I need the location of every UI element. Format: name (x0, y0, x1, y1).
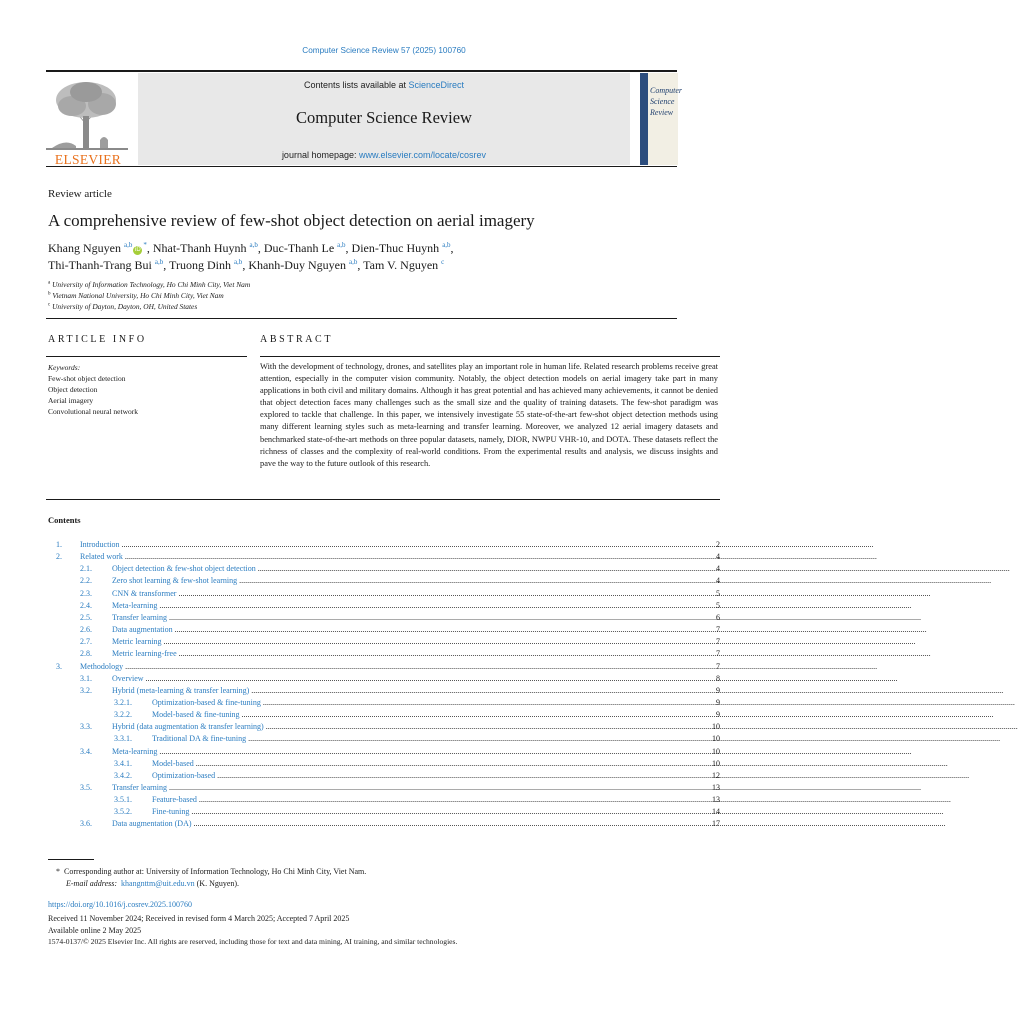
keyword: Aerial imagery (48, 396, 94, 405)
toc-entry-number[interactable]: 2.7. (80, 637, 92, 647)
toc-entry[interactable] (0, 806, 768, 818)
toc-entry-title[interactable]: Model-based ..... (152, 758, 716, 770)
cover-word: Science (650, 97, 675, 106)
toc-entry-number[interactable]: 3.3. (80, 722, 92, 732)
affiliation (48, 290, 250, 301)
author-name: Dien-Thuc Huynh (351, 241, 440, 255)
toc-entry-page: 5 (716, 600, 720, 610)
toc-entry-title[interactable]: Traditional DA & fine-tuning ..... (152, 733, 716, 745)
toc-entry[interactable] (0, 539, 768, 551)
footnote-marker: * (56, 867, 60, 876)
toc-entry-number[interactable]: 3.2. (80, 685, 92, 695)
keyword: Convolutional neural network (48, 407, 138, 416)
abstract-rule (260, 356, 720, 357)
toc-entry-page: 7 (716, 625, 720, 635)
toc-entry-title[interactable]: Meta-learning ..... (112, 600, 716, 612)
toc-entry-number[interactable]: 2.5. (80, 612, 92, 622)
author-name: Khanh-Duy Nguyen (248, 258, 346, 272)
toc-entry-title[interactable]: Data augmentation (DA) ..... (112, 818, 716, 830)
toc-entry-title[interactable]: Zero shot learning & few-shot learning ..... (112, 575, 716, 587)
toc-entry-page: 13 (712, 795, 720, 805)
toc-entry-page: 10 (712, 722, 720, 732)
toc-entry-page: 7 (716, 637, 720, 647)
toc-entry-page: 10 (712, 746, 720, 756)
toc-entry-number[interactable]: 2. (56, 552, 62, 562)
toc-entry-number[interactable]: 3.1. (80, 673, 92, 683)
toc-entry[interactable] (0, 818, 768, 830)
journal-title: Computer Science Review (296, 108, 472, 127)
toc-entry-number[interactable]: 2.6. (80, 625, 92, 635)
cover-spine (640, 73, 648, 165)
toc-entry-number[interactable]: 2.4. (80, 600, 92, 610)
toc-entry-number[interactable]: 2.8. (80, 649, 92, 659)
toc-entry-page: 12 (712, 770, 720, 780)
affiliation-key: c (48, 302, 51, 308)
corresponding-marker[interactable]: * (143, 241, 147, 249)
toc-entry-page: 4 (716, 552, 720, 562)
author-affil-link[interactable]: a,b (442, 241, 451, 249)
copyright-line: 1574-0137/© 2025 Elsevier Inc. All rights are reserved, including those for text and data mining, AI training, and similar technologies. (48, 937, 458, 946)
toc-entry-title[interactable]: Introduction ..... (80, 539, 716, 551)
toc-entry-number[interactable]: 3. (56, 661, 62, 671)
toc-entry[interactable] (0, 733, 768, 745)
toc-entry[interactable] (0, 600, 768, 612)
keyword: Few-shot object detection (48, 374, 126, 383)
author-affil-link[interactable]: a,b (249, 241, 258, 249)
contents-heading: Contents (48, 515, 81, 525)
affiliation-text: University of Information Technology, Ho Chi Minh City, Viet Nam (52, 280, 251, 289)
article-info-heading: ARTICLE INFO (48, 334, 147, 345)
keywords-block (48, 362, 138, 417)
author-affil-link[interactable]: a,b (337, 241, 346, 249)
toc-entry-title[interactable]: Hybrid (data augmentation & transfer learning) ..... (112, 721, 716, 733)
author-name: Thi-Thanh-Trang Bui (48, 258, 152, 272)
toc-entry[interactable] (0, 758, 768, 770)
toc-entry[interactable] (0, 697, 768, 709)
toc-entry[interactable] (0, 648, 768, 660)
email-label: E-mail address: (66, 879, 118, 888)
toc-entry-title[interactable]: Transfer learning ..... (112, 782, 716, 794)
toc-entry-title[interactable]: Meta-learning ..... (112, 746, 716, 758)
toc-entry-title[interactable]: Optimization-based & fine-tuning ..... (152, 697, 716, 709)
toc-entry[interactable] (0, 661, 768, 673)
toc-entry-title[interactable]: Metric learning ..... (112, 636, 716, 648)
keywords-label: Keywords: (48, 363, 81, 372)
toc-entry[interactable] (0, 782, 768, 794)
toc-entry-title[interactable]: Metric learning-free ..... (112, 648, 716, 660)
toc-entry[interactable] (0, 563, 768, 575)
toc-entry[interactable] (0, 709, 768, 721)
affiliation-list (48, 279, 250, 312)
author-affil-link[interactable]: a,b (154, 258, 164, 266)
toc-entry-number[interactable]: 3.5.1. (114, 795, 132, 805)
affiliation-text: Vietnam National University, Ho Chi Minh City, Viet Nam (52, 291, 224, 300)
toc-entry-page: 9 (716, 710, 720, 720)
section-divider (46, 318, 677, 319)
author-affil-link[interactable]: a,b (233, 258, 243, 266)
toc-entry-title[interactable]: Overview ..... (112, 673, 716, 685)
affiliation-text: University of Dayton, Dayton, OH, United States (52, 302, 198, 311)
homepage-prefix: journal homepage: (281, 150, 359, 160)
toc-entry-page: 9 (716, 697, 720, 707)
toc-entry-title[interactable]: Feature-based ..... (152, 794, 716, 806)
toc-entry-title[interactable]: Related work ..... (80, 551, 716, 563)
keyword: Object detection (48, 385, 98, 394)
author-affil-link[interactable]: a,b (348, 258, 358, 266)
toc-entry-title[interactable]: CNN & transformer ..... (112, 588, 716, 600)
toc-entry[interactable] (0, 721, 768, 733)
toc-entry-page: 4 (716, 576, 720, 586)
email-suffix: (K. Nguyen). (196, 879, 240, 888)
affiliation-key: a (48, 280, 51, 286)
toc-entry-page: 10 (712, 734, 720, 744)
toc-entry-page: 2 (716, 540, 720, 549)
available-date: Available online 2 May 2025 (48, 926, 142, 935)
author-name: Khang Nguyen (48, 241, 121, 255)
toc-entry-number[interactable]: 3.2.1. (114, 697, 132, 707)
sciencedirect-link[interactable]: ScienceDirect (408, 80, 465, 90)
toc-entry-number[interactable]: 2.2. (80, 576, 92, 586)
toc-entry[interactable] (0, 770, 768, 782)
toc-entry-page: 4 (716, 564, 720, 574)
toc-entry-page: 10 (712, 758, 720, 768)
toc-entry-title[interactable]: Hybrid (meta-learning & transfer learning) ..... (112, 685, 716, 697)
article-info-rule (46, 356, 247, 357)
toc-entry-number[interactable]: 3.5.2. (114, 807, 132, 817)
journal-homepage-line (138, 150, 630, 160)
homepage-link[interactable]: www.elsevier.com/locate/cosrev (359, 150, 487, 160)
toc-entry-number[interactable]: 3.4.2. (114, 770, 132, 780)
toc-entry[interactable] (0, 588, 768, 600)
author-affil-link[interactable]: c (441, 258, 445, 266)
toc-entry-number[interactable]: 2.1. (80, 564, 92, 574)
journal-cover-thumbnail (640, 73, 682, 165)
toc-entry-title[interactable]: Object detection & few-shot object detection ..... (112, 563, 716, 575)
toc-entry-number[interactable]: 3.4. (80, 746, 92, 756)
affiliation-key: b (48, 291, 51, 297)
author-name: Nhat-Thanh Huynh (152, 241, 247, 255)
toc-entry-title[interactable]: Data augmentation ..... (112, 624, 716, 636)
author-list: Khang Nguyen $^{a,b}$iD*, Nhat-Thanh Huynh $^{a,b}$, Duc-Thanh Le $^{a,b}$, Dien-Thuc Huynh $^{a,b}$, Thi-Thanh-Trang Bui $^{a,b}$, Truong Dinh $^{a,b}$, Khanh-Duy Nguyen $^{a,b}$, Tam V. Nguyen $^c$ (48, 241, 454, 272)
received-dates: Received 11 November 2024; Received in revised form 4 March 2025; Accepted 7 April 2025 (48, 914, 350, 923)
toc-entry-page: 5 (716, 588, 720, 598)
author-name: Duc-Thanh Le (263, 241, 335, 255)
contents-available-line (138, 80, 630, 90)
affiliation (48, 301, 250, 312)
toc-entry-page: 7 (716, 661, 720, 671)
toc-entry-title[interactable]: Fine-tuning ..... (152, 806, 716, 818)
contents-prefix: Contents lists available at (303, 80, 409, 90)
toc-entry-page: 9 (716, 685, 720, 695)
toc-entry[interactable] (0, 746, 768, 758)
toc-entry-number[interactable]: 3.5. (80, 783, 92, 792)
toc-entry[interactable] (0, 575, 768, 587)
toc-entry-title[interactable]: Transfer learning ..... (112, 612, 716, 624)
abstract-text: With the development of technology, drones, and satellites play an important role in human life. Related research problems receive great attention, especially in the computer vision community. Notably, the object detection models on aerial imagery take part in many applications in both civil and military domains. Although it has great potential and has achieved many achievements, it cannot be denied that object detection faces many challenges such as the small size and the quality of training datasets. The few-shot paradigm was explored to tackle that challenge. In this paper, we intensively investigate 55 state-of-the-art few-shot object detection methods using many different learning styles such as meta-learning and transfer learning. Moreover, we analyzed 12 aerial imagery datasets and benchmarked state-of-the-art methods on three popular datasets, namely, DIOR, NWPU VHR-10, and DOTA. These datasets reflect the richness of classes and the complexity of real-world conditions. From the experimental results and analysis, we discuss insights and pave the way to the future outlook of this research. (260, 362, 718, 468)
toc-entry[interactable] (0, 673, 768, 685)
toc-entry[interactable] (0, 612, 768, 624)
doi-link[interactable]: https://doi.org/10.1016/j.cosrev.2025.100760 (48, 900, 192, 909)
cover-word: Review (650, 108, 674, 117)
toc-entry[interactable] (0, 794, 768, 806)
author-name: Tam V. Nguyen (363, 258, 439, 272)
toc-entry[interactable] (0, 551, 768, 563)
cover-title (650, 85, 682, 118)
abstract-bottom-rule (46, 499, 720, 500)
toc-entry-number[interactable]: 3.6. (80, 819, 92, 829)
footnote-rule (48, 859, 94, 860)
toc-entry[interactable] (0, 636, 768, 648)
publisher-wordmark: ELSEVIER (54, 152, 122, 167)
article-dates (48, 913, 349, 937)
toc-entry-number[interactable]: 3.3.1. (114, 734, 132, 744)
toc-entry-page: 13 (712, 783, 720, 792)
toc-entry-page: 8 (716, 673, 720, 683)
toc-entry[interactable] (0, 624, 768, 636)
toc-entry-page: 17 (712, 819, 720, 829)
toc-entry-number[interactable]: 2.3. (80, 588, 92, 598)
toc-entry-title[interactable]: Model-based & fine-tuning ..... (152, 709, 716, 721)
cover-word: Computer (650, 86, 682, 95)
orcid-icon[interactable]: iD (135, 247, 141, 253)
author-affil-link[interactable]: a,b (123, 241, 133, 249)
footnote-text: Corresponding author at: University of Information Technology, Ho Chi Minh City, Viet Nam. (64, 867, 367, 876)
journal-reference-link[interactable]: Computer Science Review 57 (2025) 100760 (302, 46, 466, 55)
header-bottom-rule (46, 166, 677, 167)
toc-entry-number[interactable]: 3.4.1. (114, 758, 132, 768)
toc-entry-number[interactable]: 3.2.2. (114, 710, 132, 720)
toc-entry-page: 7 (716, 649, 720, 659)
author-name: Truong Dinh (169, 258, 231, 272)
toc-entry[interactable] (0, 685, 768, 697)
article-title: A comprehensive review of few-shot object detection on aerial imagery (48, 211, 535, 230)
affiliation (48, 279, 250, 290)
corresponding-author-footnote (56, 866, 366, 890)
toc-entry-title[interactable]: Optimization-based ..... (152, 770, 716, 782)
article-type: Review article (48, 188, 112, 200)
toc-entry-page: 6 (716, 612, 720, 622)
toc-entry-number[interactable]: 1. (56, 540, 62, 549)
abstract-heading: ABSTRACT (260, 334, 334, 345)
toc-entry-page: 14 (712, 807, 720, 817)
email-link[interactable]: khangnttm@uit.edu.vn (121, 879, 195, 888)
toc-entry-title[interactable]: Methodology ..... (80, 661, 716, 673)
